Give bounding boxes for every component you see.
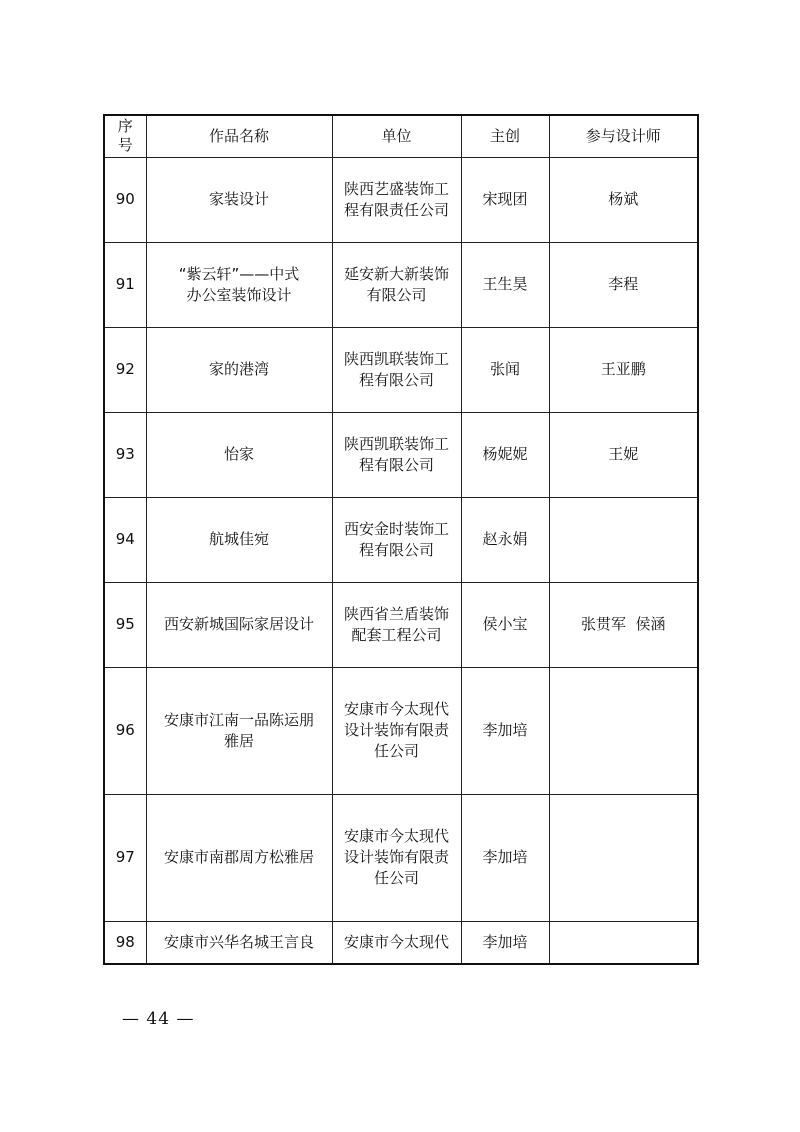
cell-title: 安康市江南一品陈运朋 雅居 [146, 667, 332, 794]
header-seq: 序 号 [104, 115, 146, 157]
table-row [104, 242, 698, 327]
cell-unit: 西安金时装饰工 程有限公司 [332, 497, 461, 582]
cell-lead: 王生昊 [461, 242, 549, 327]
cell-lead: 李加培 [461, 794, 549, 921]
cell-unit: 延安新大新装饰 有限公司 [332, 242, 461, 327]
cell-title: 家的港湾 [146, 327, 332, 412]
cell-title: 家装设计 [146, 157, 332, 242]
table-row [104, 497, 698, 582]
cell-participants: 张贯军 侯涵 [549, 582, 698, 667]
cell-participants: 杨斌 [549, 157, 698, 242]
cell-lead: 李加培 [461, 921, 549, 964]
table-row [104, 921, 698, 964]
cell-participants [549, 921, 698, 964]
cell-title: 安康市兴华名城王言良 [146, 921, 332, 964]
cell-unit: 陕西艺盛装饰工 程有限责任公司 [332, 157, 461, 242]
cell-participants: 王亚鹏 [549, 327, 698, 412]
cell-title: 航城佳宛 [146, 497, 332, 582]
header-lead: 主创 [461, 115, 549, 157]
cell-no: 92 [104, 327, 146, 412]
header-unit: 单位 [332, 115, 461, 157]
cell-no: 97 [104, 794, 146, 921]
cell-no: 91 [104, 242, 146, 327]
page-number: — 44 — [122, 1009, 195, 1029]
table-row [104, 327, 698, 412]
cell-title: 怡家 [146, 412, 332, 497]
cell-unit: 安康市今太现代 设计装饰有限责 任公司 [332, 794, 461, 921]
cell-participants [549, 497, 698, 582]
cell-lead: 侯小宝 [461, 582, 549, 667]
cell-lead: 赵永娟 [461, 497, 549, 582]
cell-unit: 陕西凯联装饰工 程有限公司 [332, 327, 461, 412]
cell-no: 96 [104, 667, 146, 794]
cell-participants: 李程 [549, 242, 698, 327]
cell-no: 98 [104, 921, 146, 964]
cell-lead: 张闻 [461, 327, 549, 412]
cell-unit: 安康市今太现代 [332, 921, 461, 964]
cell-lead: 宋现团 [461, 157, 549, 242]
table-row [104, 157, 698, 242]
awards-table [103, 114, 699, 965]
cell-lead: 李加培 [461, 667, 549, 794]
cell-unit: 安康市今太现代 设计装饰有限责 任公司 [332, 667, 461, 794]
cell-no: 90 [104, 157, 146, 242]
table-row [104, 794, 698, 921]
header-title: 作品名称 [146, 115, 332, 157]
cell-participants [549, 794, 698, 921]
table-row [104, 412, 698, 497]
cell-no: 93 [104, 412, 146, 497]
header-participants: 参与设计师 [549, 115, 698, 157]
header-row [104, 115, 698, 157]
table-row [104, 582, 698, 667]
cell-title: 安康市南郡周方松雅居 [146, 794, 332, 921]
cell-participants [549, 667, 698, 794]
cell-no: 95 [104, 582, 146, 667]
cell-title: “紫云轩”——中式 办公室装饰设计 [146, 242, 332, 327]
cell-participants: 王妮 [549, 412, 698, 497]
cell-unit: 陕西省兰盾装饰 配套工程公司 [332, 582, 461, 667]
cell-unit: 陕西凯联装饰工 程有限公司 [332, 412, 461, 497]
cell-lead: 杨妮妮 [461, 412, 549, 497]
cell-no: 94 [104, 497, 146, 582]
table-row [104, 667, 698, 794]
cell-title: 西安新城国际家居设计 [146, 582, 332, 667]
